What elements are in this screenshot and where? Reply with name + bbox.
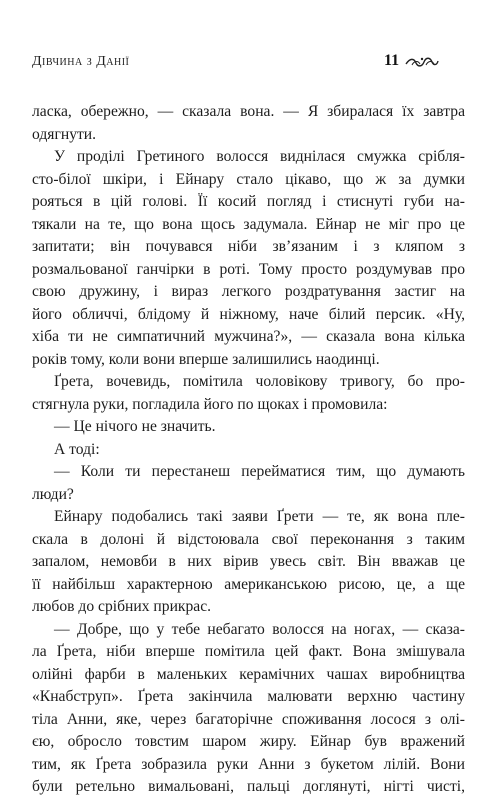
text-line: її найбільш характерною американською рисою, це, а ще [32, 575, 465, 593]
text-line: У проділі Гретиного волосся виднілася смужка срібля- [54, 148, 465, 165]
text-line: — Це нічого не значить. [54, 418, 216, 435]
text-line: А тоді: [54, 440, 100, 458]
text-line: любов до срібних прикрас. [32, 598, 212, 615]
text-line: тіла Анни, яке, через багаторічне споживання лосося з олі- [32, 710, 465, 728]
body-text [32, 101, 465, 799]
text-line: одягнути. [32, 125, 97, 143]
text-line: хіба ти не симпатичний мужчина?», — сказала вона кілька [32, 328, 465, 345]
text-line: ласка, обережно, — сказала вона. — Я збиралася їх завтра [32, 103, 465, 120]
text-line: — Добре, що у тебе небагато волосся на ногах, — сказа- [54, 620, 465, 638]
text-line: люди? [32, 485, 74, 503]
text-line: свою дружину, і вираз легкого роздратування застиг на [32, 283, 465, 300]
text-line: — Коли ти перестанеш перейматися тим, що думають [54, 463, 465, 480]
text-line: його обличчі, блідому й ніжному, наче білий персик. «Ну, [32, 305, 465, 323]
running-title: Дівчина з Данії [32, 54, 130, 69]
text-line: Ґрета, вочевидь, помітила чоловікову тривогу, бо про- [54, 373, 465, 390]
text-line: запитати; він почувався ніби зв’язаним і з кляпом з [32, 238, 465, 255]
text-line: рояться в цій голові. Її косий погляд і стиснуті губи на- [32, 193, 465, 210]
text-line: сто-білої шкіри, і Ейнару стало цікаво, що ж за думки [32, 170, 465, 188]
page-number: 11 [384, 52, 400, 69]
text-line: «Кнабструп». Ґрета закінчила малювати верхню частину [32, 688, 465, 705]
flourish-ornament-icon [404, 55, 440, 69]
text-line: скала в долоні й відстоювала свої переконання з таким [32, 530, 465, 548]
text-line: єю, обросло товстим шаром жиру. Ейнар був вражений [32, 733, 465, 750]
text-line: стягнула руки, погладила його по щоках і промовила: [32, 395, 388, 413]
text-line: розмальованої ганчірки в роті. Тому просто роздумував про [32, 260, 465, 278]
text-line: запалом, немовби в них вірив увесь світ. Він вважав це [32, 553, 465, 570]
text-line: олійні фарби в маленьких керамічних чашах виробництва [32, 665, 465, 683]
text-line: років тому, коли вони вперше залишились наодинці. [32, 350, 380, 368]
text-line: тим, як Ґрета зобразила руки Анни з букетом лілій. Вони [32, 755, 465, 773]
text-line: Ейнару подобались такі заяви Ґрети — те, як вона пле- [54, 508, 465, 525]
text-line: були ретельно вимальовані, пальці доглянуті, нігті чисті, [32, 778, 465, 795]
text-line: ла Ґрета, ніби вперше помітила цей факт. Вона змішувала [32, 643, 465, 660]
text-line: тякали на те, що вона щось задумала. Ейнар не міг про це [32, 215, 465, 233]
